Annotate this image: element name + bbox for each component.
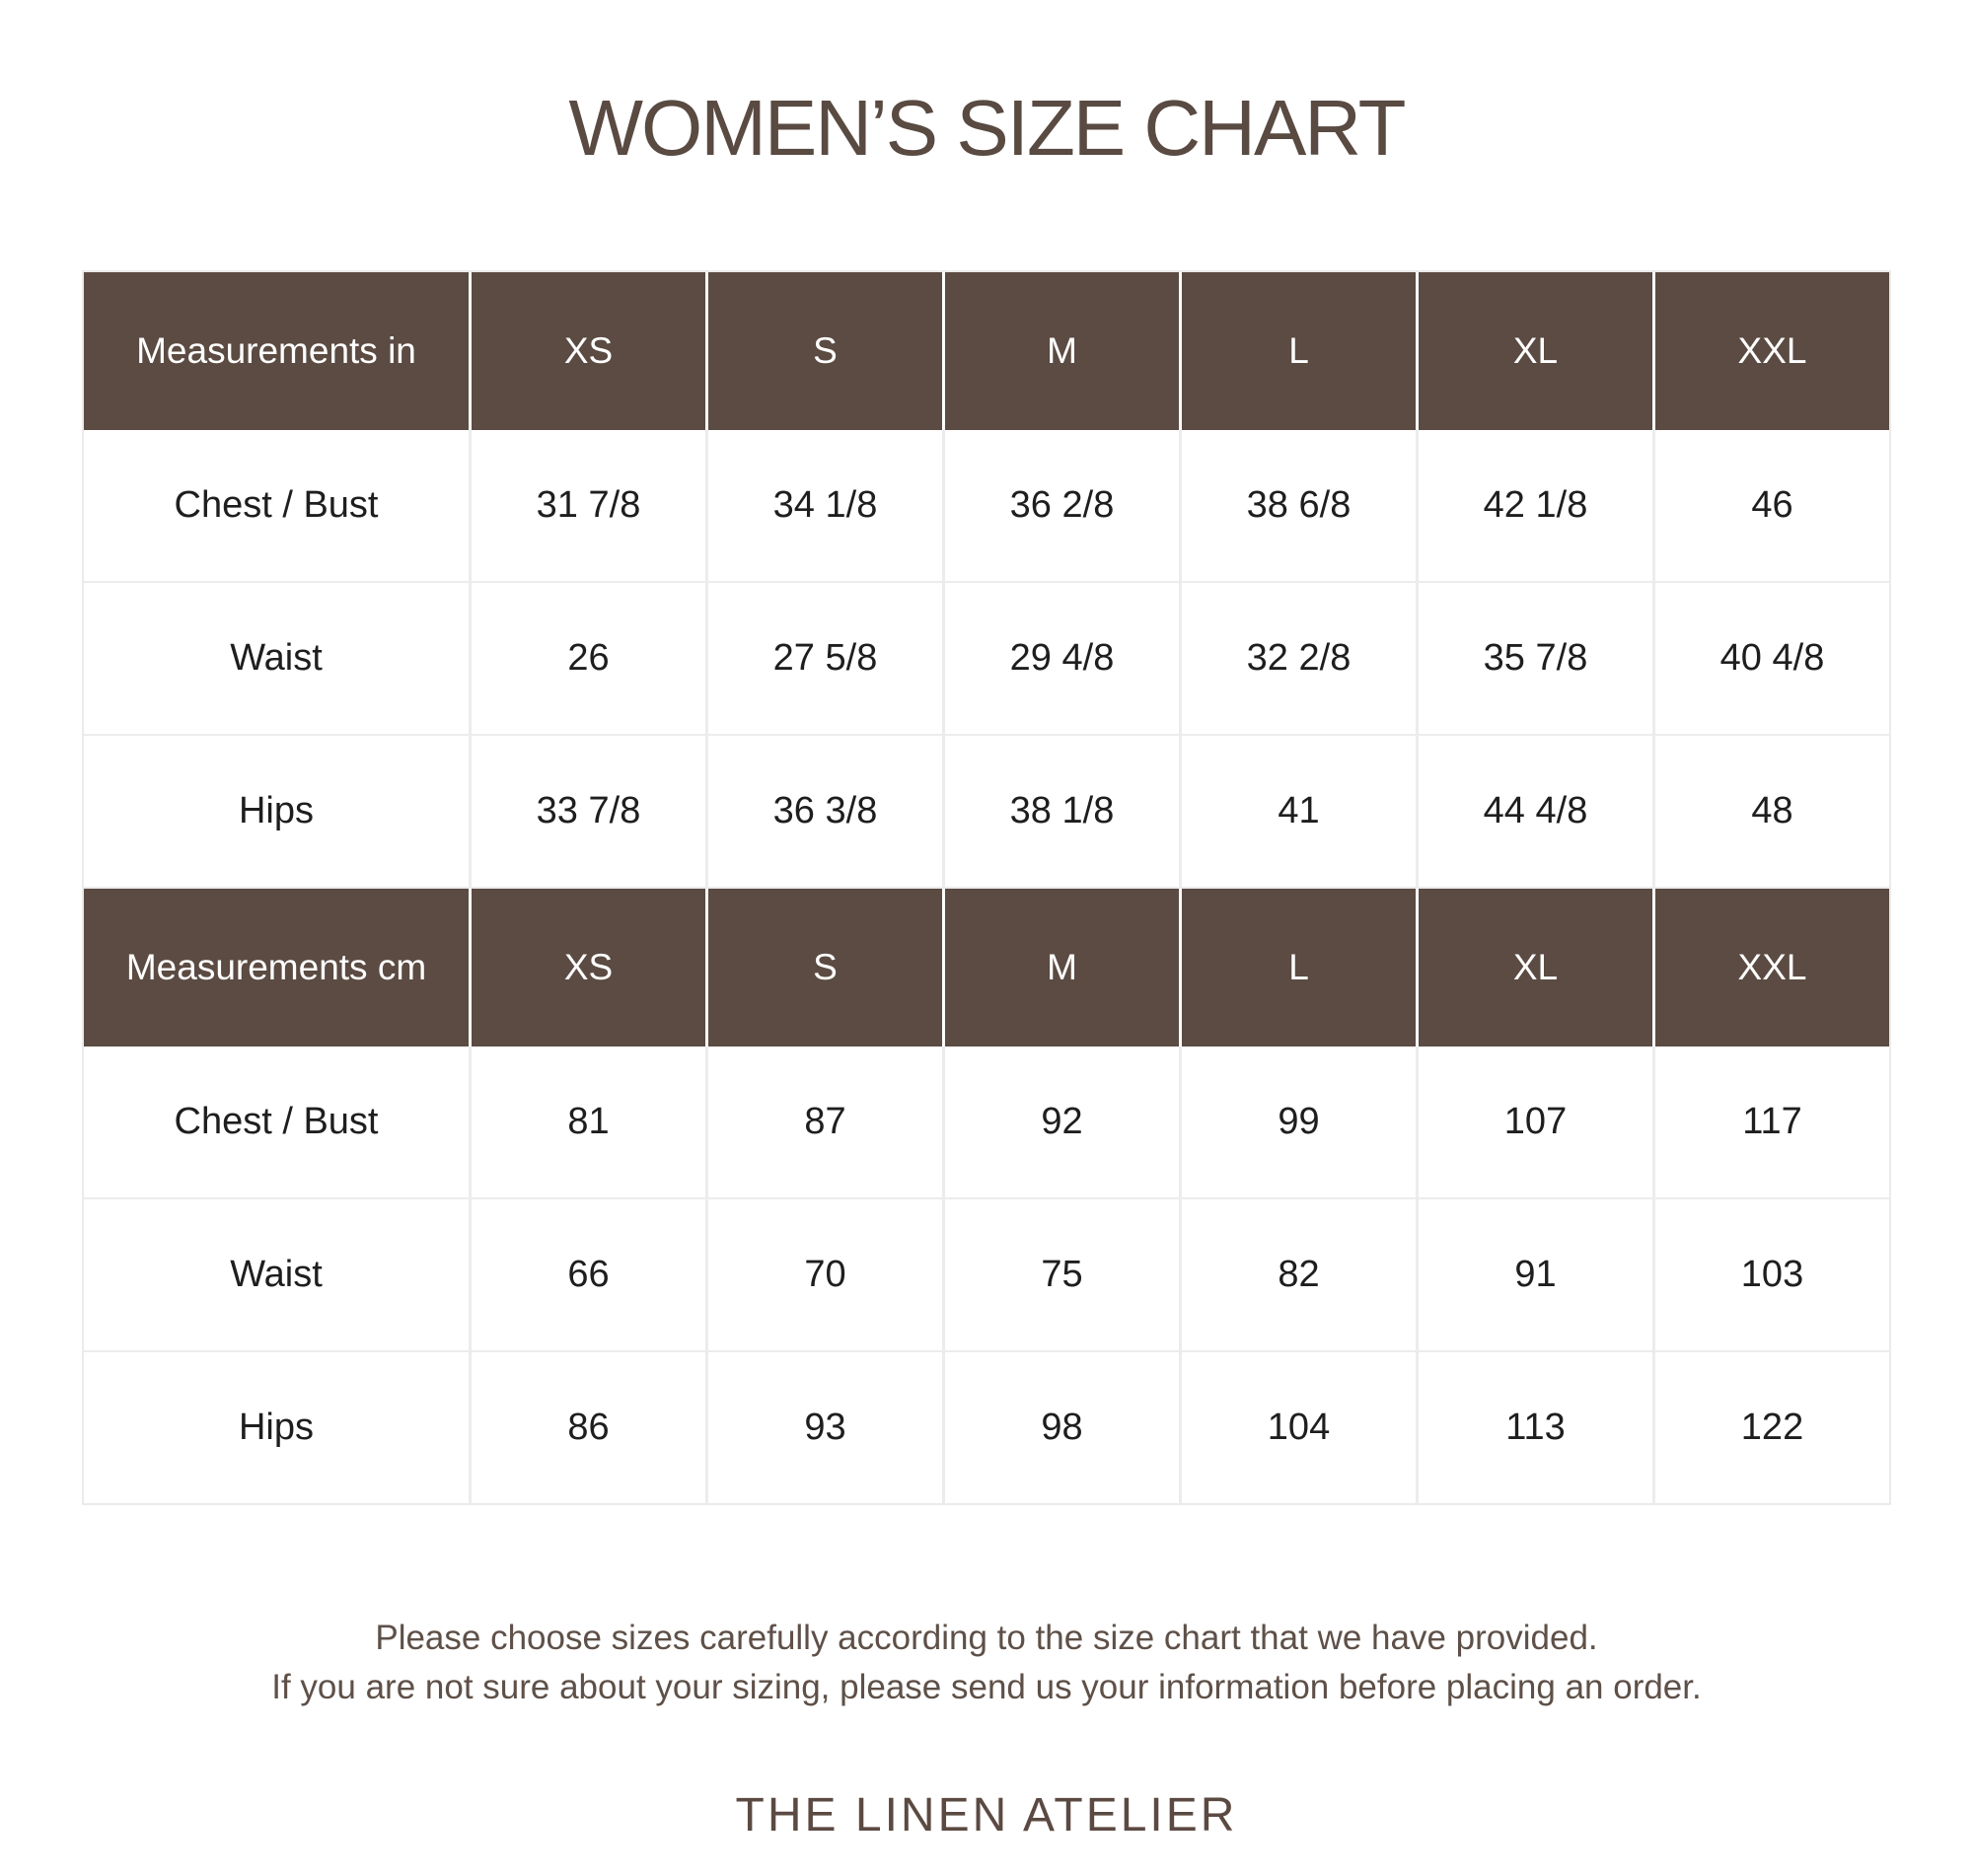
value-cell: 40 4/8: [1652, 583, 1889, 734]
header-cell-size: L: [1179, 889, 1416, 1046]
row-label-cell: Waist: [230, 637, 323, 679]
header-cell-size: XS: [469, 272, 705, 430]
value-cell: 117: [1652, 1046, 1889, 1197]
header-cell-size: S: [705, 889, 942, 1046]
size-table: [82, 270, 1891, 1505]
value-cell: 29 4/8: [942, 583, 1179, 734]
table-header-row: [84, 889, 1889, 1046]
value-cell: 32 2/8: [1179, 583, 1416, 734]
page-title: WOMEN’S SIZE CHART: [568, 84, 1405, 172]
header-cell-measurements: Measurements in: [136, 330, 416, 371]
value-cell: 38 1/8: [942, 736, 1179, 887]
row-label-cell: Chest / Bust: [174, 484, 379, 526]
value-cell: 41: [1179, 736, 1416, 887]
value-cell: 70: [705, 1199, 942, 1350]
value-cell: 98: [942, 1352, 1179, 1503]
header-cell-size: XXL: [1652, 272, 1889, 430]
header-cell-size: XXL: [1652, 889, 1889, 1046]
value-cell: 92: [942, 1046, 1179, 1197]
value-cell: 35 7/8: [1416, 583, 1652, 734]
value-cell: 86: [469, 1352, 705, 1503]
table-row: [84, 1046, 1889, 1199]
row-label-cell: Hips: [238, 1407, 315, 1448]
value-cell: 26: [469, 583, 705, 734]
header-cell-size: L: [1179, 272, 1416, 430]
table-row: [84, 1352, 1889, 1503]
value-cell: 31 7/8: [469, 430, 705, 581]
header-cell-size: XS: [469, 889, 705, 1046]
table-row: [84, 430, 1889, 583]
note-line-2: If you are not sure about your sizing, please send us your information before placing an order.: [271, 1667, 1702, 1706]
value-cell: 27 5/8: [705, 583, 942, 734]
value-cell: 87: [705, 1046, 942, 1197]
value-cell: 38 6/8: [1179, 430, 1416, 581]
value-cell: 46: [1652, 430, 1889, 581]
value-cell: 66: [469, 1199, 705, 1350]
value-cell: 104: [1179, 1352, 1416, 1503]
value-cell: 34 1/8: [705, 430, 942, 581]
header-cell-size: XL: [1416, 889, 1652, 1046]
value-cell: 36 2/8: [942, 430, 1179, 581]
table-row: [84, 583, 1889, 736]
value-cell: 44 4/8: [1416, 736, 1652, 887]
header-cell-size: S: [705, 272, 942, 430]
value-cell: 33 7/8: [469, 736, 705, 887]
value-cell: 81: [469, 1046, 705, 1197]
table-row: [84, 736, 1889, 889]
row-label-cell: Waist: [230, 1254, 323, 1295]
value-cell: 91: [1416, 1199, 1652, 1350]
value-cell: 122: [1652, 1352, 1889, 1503]
brand-name: THE LINEN ATELIER: [735, 1789, 1238, 1842]
value-cell: 99: [1179, 1046, 1416, 1197]
value-cell: 113: [1416, 1352, 1652, 1503]
value-cell: 36 3/8: [705, 736, 942, 887]
row-label-cell: Chest / Bust: [174, 1101, 379, 1142]
table-header-row: [84, 272, 1889, 430]
value-cell: 48: [1652, 736, 1889, 887]
value-cell: 93: [705, 1352, 942, 1503]
row-label-cell: Hips: [238, 790, 315, 831]
value-cell: 103: [1652, 1199, 1889, 1350]
header-cell-size: M: [942, 272, 1179, 430]
note-line-1: Please choose sizes carefully according to the size chart that we have provided.: [375, 1619, 1598, 1657]
header-cell-size: XL: [1416, 272, 1652, 430]
value-cell: 75: [942, 1199, 1179, 1350]
value-cell: 82: [1179, 1199, 1416, 1350]
value-cell: 42 1/8: [1416, 430, 1652, 581]
value-cell: 107: [1416, 1046, 1652, 1197]
table-row: [84, 1199, 1889, 1352]
header-cell-measurements: Measurements cm: [125, 947, 427, 987]
header-cell-size: M: [942, 889, 1179, 1046]
sizing-notes: [0, 1614, 1973, 1711]
